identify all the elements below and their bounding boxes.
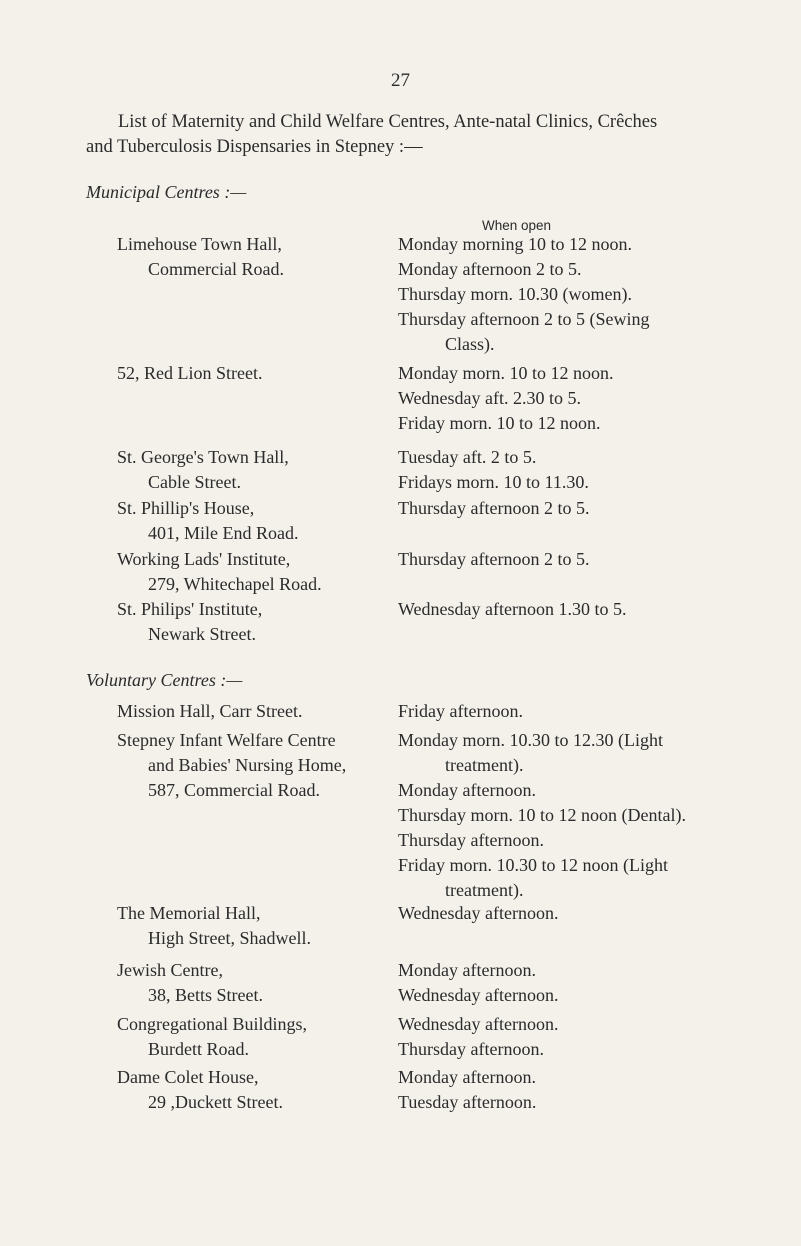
location-line: and Babies' Nursing Home, [148,755,347,775]
entry-location [117,232,407,282]
entry-times [398,445,743,495]
entry-location [117,958,407,1008]
time-line: Tuesday aft. 2 to 5. [398,447,537,467]
entry-location [117,1065,407,1115]
location-line: High Street, Shadwell. [148,928,311,948]
location-line: St. George's Town Hall, [117,447,289,467]
entry-location [117,699,407,724]
location-line: Burdett Road. [148,1039,249,1059]
location-line: 52, Red Lion Street. [117,363,263,383]
time-line: Wednesday afternoon. [398,903,559,923]
intro-line-2: and Tuberculosis Dispensaries in Stepney :— [86,137,423,157]
entry-location [117,728,407,803]
entry-location [117,901,407,951]
entry-location [117,547,407,597]
time-line: Monday afternoon. [398,960,536,980]
time-line: Thursday afternoon 2 to 5 (Sewing [398,309,650,329]
entry-location [117,496,407,546]
entry-times [398,232,743,357]
entry-location [117,597,407,647]
location-line: 401, Mile End Road. [148,523,299,543]
time-line: Thursday morn. 10 to 12 noon (Dental). [398,805,686,825]
entry-times [398,597,743,622]
location-line: Newark Street. [148,624,256,644]
time-line: Monday afternoon. [398,1067,536,1087]
municipal-heading: Municipal Centres :— [86,182,247,202]
time-line: Thursday afternoon 2 to 5. [398,549,590,569]
voluntary-heading: Voluntary Centres :— [86,670,243,690]
location-line: Working Lads' Institute, [117,549,291,569]
entry-times [398,901,743,926]
location-line: Dame Colet House, [117,1067,259,1087]
entry-times [398,496,743,521]
page-number: 27 [391,70,410,91]
intro-line-1: List of Maternity and Child Welfare Centres, Ante-natal Clinics, Crêches [118,112,658,132]
location-line: Mission Hall, Carr Street. [117,701,303,721]
entry-times [398,547,743,572]
location-line: 587, Commercial Road. [148,780,320,800]
entry-times [398,1012,743,1062]
time-line: treatment). [445,755,524,775]
time-line: Monday morning 10 to 12 noon. [398,234,632,254]
time-line: treatment). [445,880,524,900]
location-line: 38, Betts Street. [148,985,263,1005]
time-line: Thursday afternoon. [398,1039,544,1059]
time-line: Thursday afternoon. [398,830,544,850]
time-line: Wednesday afternoon 1.30 to 5. [398,599,627,619]
location-line: St. Philips' Institute, [117,599,263,619]
location-line: St. Phillip's House, [117,498,255,518]
entry-times [398,699,743,724]
location-line: 279, Whitechapel Road. [148,574,322,594]
entry-times [398,361,743,436]
time-line: Wednesday aft. 2.30 to 5. [398,388,582,408]
time-line: Wednesday afternoon. [398,1014,559,1034]
location-line: Stepney Infant Welfare Centre [117,730,336,750]
time-line: Fridays morn. 10 to 11.30. [398,472,589,492]
intro-paragraph [86,110,746,160]
entry-times [398,728,743,903]
entry-times [398,1065,743,1115]
time-line: Tuesday afternoon. [398,1092,537,1112]
time-line: Monday afternoon. [398,780,536,800]
entry-location [117,361,407,386]
location-line: Limehouse Town Hall, [117,234,282,254]
time-line: Monday morn. 10 to 12 noon. [398,363,614,383]
location-line: 29 ,Duckett Street. [148,1092,283,1112]
location-line: Commercial Road. [148,259,284,279]
location-line: Congregational Buildings, [117,1014,307,1034]
entry-times [398,958,743,1008]
when-open-header: When open [482,218,552,233]
time-line: Friday afternoon. [398,701,523,721]
time-line: Thursday morn. 10.30 (women). [398,284,632,304]
time-line: Monday morn. 10.30 to 12.30 (Light [398,730,663,750]
time-line: Friday morn. 10 to 12 noon. [398,413,601,433]
time-line: Class). [445,334,495,354]
location-line: Jewish Centre, [117,960,223,980]
time-line: Friday morn. 10.30 to 12 noon (Light [398,855,668,875]
time-line: Thursday afternoon 2 to 5. [398,498,590,518]
time-line: Monday afternoon 2 to 5. [398,259,582,279]
location-line: Cable Street. [148,472,241,492]
entry-location [117,1012,407,1062]
entry-location [117,445,407,495]
location-line: The Memorial Hall, [117,903,261,923]
time-line: Wednesday afternoon. [398,985,559,1005]
